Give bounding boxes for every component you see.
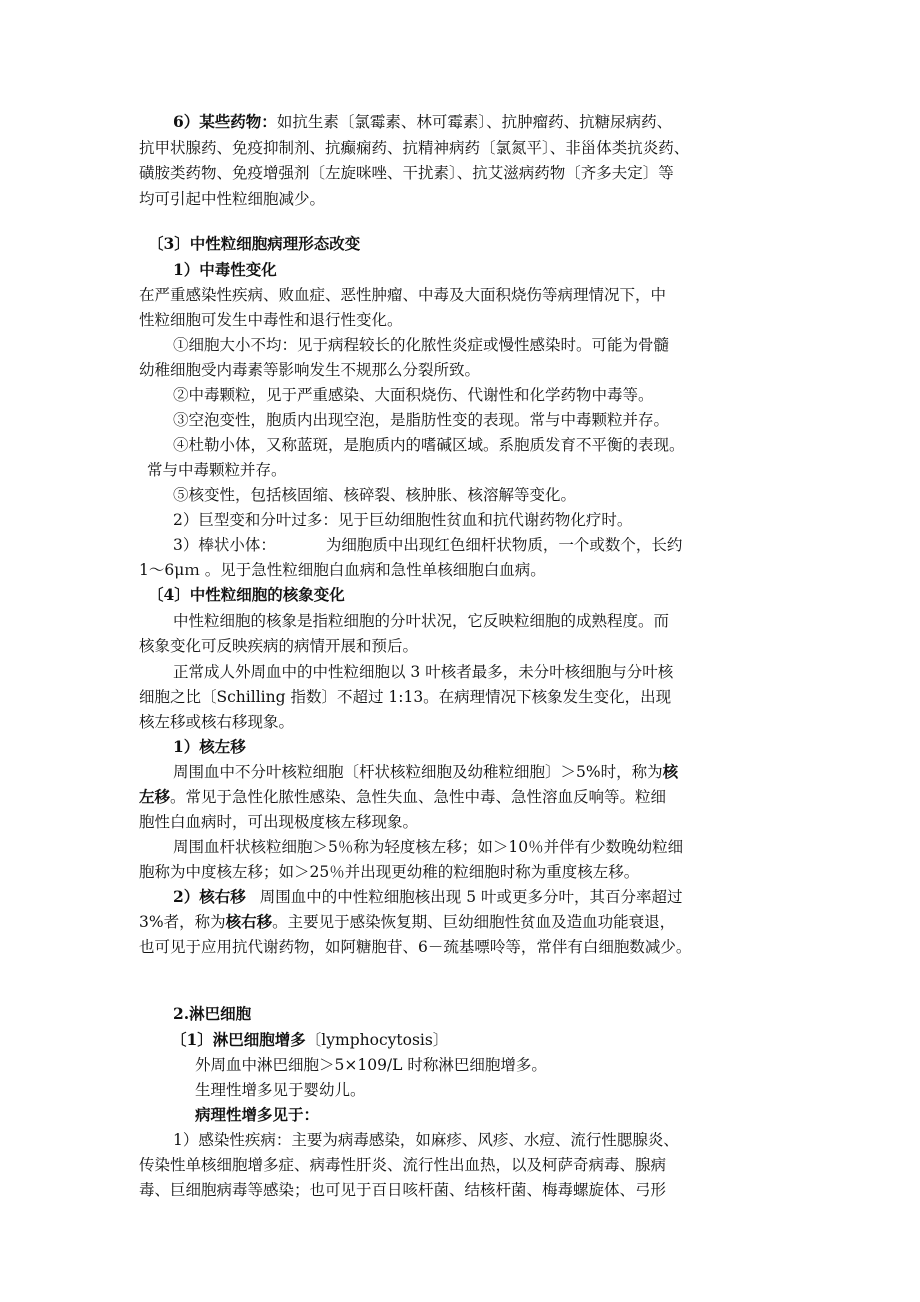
paragraph-line: 生理性增多见于婴幼儿。: [195, 1081, 366, 1099]
paragraph-line: 传染性单核细胞增多症、病毒性肝炎、流行性出血热，以及柯萨奇病毒、腺病: [139, 1156, 667, 1174]
paragraph-line: 中性粒细胞的核象是指粒细胞的分叶状况，它反映粒细胞的成熟程度。而: [173, 612, 670, 630]
term-emphasis: 核: [662, 762, 679, 781]
paragraph-text: 。主要见于感染恢复期、巨幼细胞性贫血及造血功能衰退，: [272, 913, 676, 931]
subsection-heading: 2）核右移: [173, 887, 246, 906]
item-heading: 3）棒状小体：: [173, 536, 276, 554]
paragraph-line: 幼稚细胞受内毒素等影响发生不规那么分裂所致。: [139, 361, 481, 379]
section-heading: 〔3〕中性粒细胞病理形态改变: [148, 234, 361, 253]
paragraph-line: 在严重感染性疾病、败血症、恶性肿瘤、中毒及大面积烧伤等病理情况下，中: [139, 286, 667, 304]
paragraph-line: 外周血中淋巴细胞＞5×109/L 时称淋巴细胞增多。: [195, 1056, 547, 1074]
paragraph-text: 3%者，称为: [139, 913, 226, 931]
term-emphasis: 核右移: [225, 912, 273, 931]
english-term: 〔lymphocytosis〕: [305, 1031, 449, 1049]
paragraph-line: 抗甲状腺药、免疫抑制剂、抗癫痫药、抗精神病药〔氯氮平〕、非甾体类抗炎药、: [139, 139, 690, 157]
paragraph-line: 胞性白血病时，可出现极度核左移现象。: [139, 813, 419, 831]
list-item: ⑤核变性，包括核固缩、核碎裂、核肿胀、核溶解等变化。: [173, 486, 577, 504]
subsection-heading: 1）中毒性变化: [173, 260, 277, 279]
subsection-heading-line: [171, 1029, 448, 1051]
paragraph-line: 周围血杆状核粒细胞＞5％称为轻度核左移；如＞10％并伴有少数晚幼粒细: [173, 838, 684, 856]
paragraph-line: 核左移或核右移现象。: [139, 713, 295, 731]
paragraph-line: 胞称为中度核左移；如＞25％并出现更幼稚的粒细胞时称为重度核左移。: [139, 863, 640, 881]
list-item: 1）感染性疾病：主要为病毒感染，如麻疹、风疹、水痘、流行性腮腺炎、: [173, 1131, 679, 1149]
paragraph-text: 为细胞质中出现红色细杆状物质，一个或数个，长约: [325, 536, 683, 554]
paragraph-text: 周围血中不分叶核粒细胞〔杆状核粒细胞及幼稚粒细胞〕＞5%时，称为: [173, 763, 663, 781]
list-item: ③空泡变性，胞质内出现空泡，是脂肪性变的表现。常与中毒颗粒并存。: [173, 411, 670, 429]
list-item: [173, 534, 682, 556]
paragraph-line: 性粒细胞可发生中毒性和退行性变化。: [139, 311, 403, 329]
paragraph-line: 毒、巨细胞病毒等感染；也可见于百日咳杆菌、结核杆菌、梅毒螺旋体、弓形: [139, 1181, 667, 1199]
item-number: 6）: [173, 112, 200, 131]
list-item: ④杜勒小体，又称蓝斑，是胞质内的嗜碱区域。系胞质发育不平衡的表现。: [173, 436, 685, 454]
paragraph-line: 均可引起中性粒细胞减少。: [139, 190, 326, 208]
section-heading: 〔4〕中性粒细胞的核象变化: [148, 585, 345, 604]
list-item: 2）巨型变和分叶过多：见于巨幼细胞性贫血和抗代谢药物化疗时。: [173, 511, 633, 529]
paragraph-line: 也可见于应用抗代谢药物，如阿糖胞苷、6－巯基嘌呤等，常伴有白细胞数减少。: [139, 938, 692, 956]
subsection-heading: 〔1〕淋巴细胞增多: [171, 1030, 306, 1049]
paragraph-line: 1～6μｍ 。见于急性粒细胞白血病和急性单核细胞白血病。: [139, 561, 546, 579]
paragraph-line: 常与中毒颗粒并存。: [147, 461, 287, 479]
term-emphasis: 左移: [139, 787, 171, 806]
list-item: ①细胞大小不均：见于病程较长的化脓性炎症或慢性感染时。可能为骨髓: [173, 336, 670, 354]
subsection-heading: 病理性增多见于：: [195, 1105, 320, 1124]
item-heading: 某些药物：: [199, 112, 277, 131]
paragraph-line: [173, 761, 678, 783]
paragraph-text: 。常见于急性化脓性感染、急性失血、急性中毒、急性溶血反响等。粒细: [170, 788, 667, 806]
paragraph-line: [139, 786, 666, 808]
paragraph-line: [139, 911, 675, 933]
list-item: ②中毒颗粒，见于严重感染、大面积烧伤、代谢性和化学药物中毒等。: [173, 386, 654, 404]
paragraph-line: [173, 111, 672, 133]
paragraph-text: 周围血中的中性粒细胞核出现 5 叶或更多分叶，其百分率超过: [259, 888, 683, 906]
paragraph-line: 核象变化可反映疾病的病情开展和预后。: [139, 637, 419, 655]
paragraph-text: 如抗生素〔氯霉素、林可霉素〕、抗肿瘤药、抗糖尿病药、: [276, 113, 673, 131]
paragraph-line: 正常成人外周血中的中性粒细胞以 3 叶核者最多，未分叶核细胞与分叶核: [173, 663, 674, 681]
subsection-heading: 1）核左移: [173, 737, 246, 756]
paragraph-line: [173, 886, 683, 908]
section-heading: 2.淋巴细胞: [173, 1004, 252, 1023]
paragraph-line: 细胞之比〔Schilling 指数〕不超过 1:13。在病理情况下核象发生变化，出现: [139, 688, 672, 706]
paragraph-line: 磺胺类药物、免疫增强剂〔左旋咪唑、干扰素〕、抗艾滋病药物〔齐多夫定〕等: [139, 164, 674, 182]
